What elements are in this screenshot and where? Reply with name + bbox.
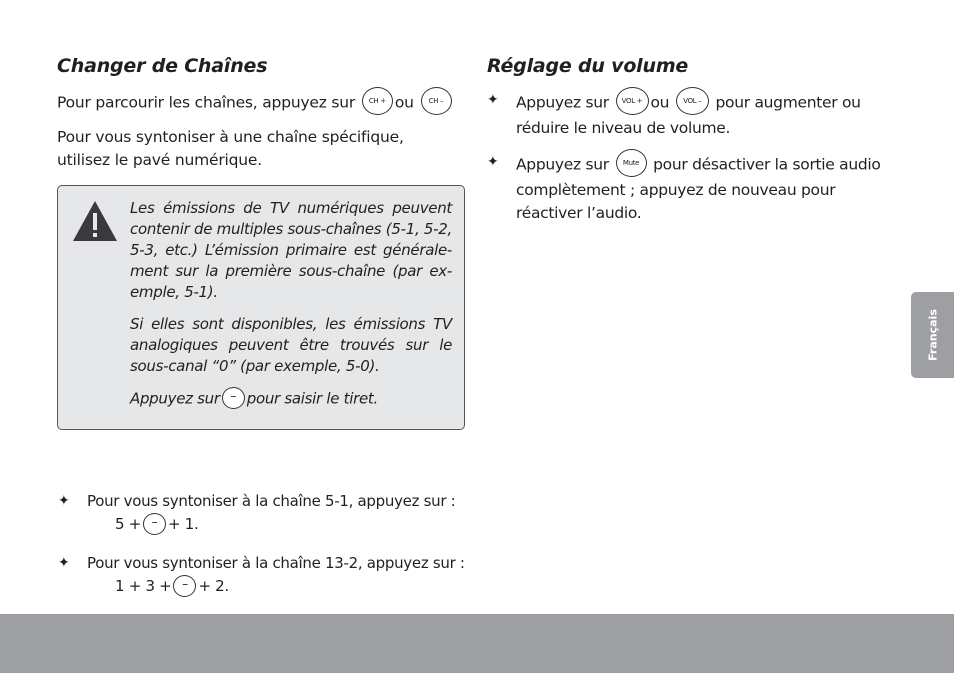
note-box [57, 185, 465, 430]
mute-after: pour désactiver la sortie audio complètement ; appuyez de nouveau pour réactiver l’audio. [516, 155, 881, 222]
note-dash-after: pour saisir le tiret. [246, 389, 378, 408]
volume-text [516, 89, 896, 140]
language-label: Français [926, 309, 939, 361]
mute-button-icon: Mute [616, 149, 647, 177]
footer-bar [0, 614, 954, 673]
channel-direct-text: Pour vous syntoniser à une chaîne spécifique, utilisez le pavé numérique. [57, 128, 404, 169]
language-tab [911, 292, 954, 378]
note-paragraph-dash [130, 388, 452, 410]
vol-down-button-icon: VOL – [676, 87, 709, 115]
note-dash-before: Appuyez sur [130, 389, 220, 408]
volume-before: Appuyez sur [516, 93, 609, 112]
channel-browse-label: Pour parcourir les chaînes, appuyez sur [57, 93, 356, 112]
note-paragraph-analog: Si elles sont disponibles, les émissions TV analogiques peuvent être trouvés sur le sous-canal “0” (par exemple, 5-0). [130, 315, 452, 375]
bullet-star-icon: ✦ [58, 555, 70, 571]
sequence-start: 5 + [115, 515, 141, 533]
or-label: ou [394, 93, 414, 112]
bullet-star-icon: ✦ [487, 92, 499, 108]
volume-after: pour augmenter ou réduire le niveau de volume. [516, 93, 861, 137]
sequence-start: 1 + 3 + [115, 577, 172, 595]
or-label: ou [650, 93, 670, 112]
dash-button-icon: – [143, 513, 166, 535]
mute-text [516, 151, 896, 225]
key-sequence [115, 575, 229, 598]
dash-button-icon: – [173, 575, 196, 597]
dash-button-icon: – [222, 387, 245, 409]
sequence-end: + 1. [167, 515, 199, 533]
note-text [130, 198, 452, 421]
section-title-volume: Réglage du volume [487, 55, 689, 77]
channel-browse-text [57, 89, 477, 117]
ch-down-button-icon: CH – [421, 87, 452, 115]
warning-icon [72, 200, 118, 242]
section-title-channels: Changer de Chaînes [57, 55, 268, 77]
bullet-star-icon: ✦ [487, 154, 499, 170]
note-paragraph-subchannels: Les émissions de TV numériques peuvent contenir de multiples sous-chaînes (5-1, 5-2, 5-3, etc.) L’émission primaire est générale-ment sur la première sous-chaîne (par ex-emple, 5-1). [130, 199, 452, 301]
mute-before: Appuyez sur [516, 155, 609, 174]
sequence-end: + 2. [198, 577, 229, 595]
ch-up-button-icon: CH + [362, 87, 393, 115]
key-sequence [115, 513, 198, 536]
bullet-text: Pour vous syntoniser à la chaîne 5-1, appuyez sur : [87, 492, 456, 510]
bullet-star-icon: ✦ [58, 493, 70, 509]
vol-up-button-icon: VOL + [616, 87, 649, 115]
bullet-text: Pour vous syntoniser à la chaîne 13-2, appuyez sur : [87, 554, 465, 572]
